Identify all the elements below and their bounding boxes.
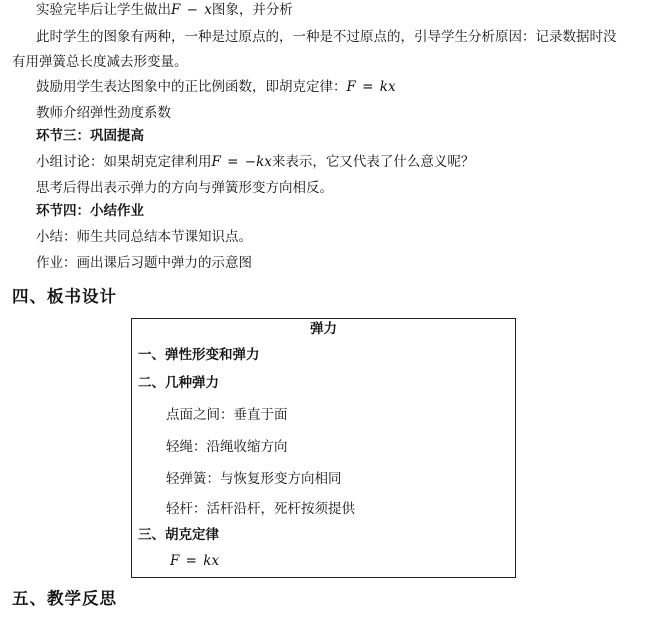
paragraph-line-1 [36, 0, 293, 20]
board-design-box [131, 318, 516, 578]
formula-hooke: F = kx [346, 79, 396, 95]
board-title: 弹力 [310, 321, 337, 337]
text: 图象，并分析 [211, 2, 293, 18]
paragraph-line-8: 思考后得出表示弹力的方向与弹簧形变方向相反。 [36, 180, 333, 196]
paragraph-line-3: 有用弹簧总长度减去形变量。 [12, 54, 188, 70]
board-formula: F = kx [170, 553, 220, 569]
text: 小组讨论：如果胡克定律利用 [36, 154, 212, 170]
paragraph-line-5: 教师介绍弹性劲度系数 [36, 105, 171, 121]
paragraph-line-11: 作业：画出课后习题中弹力的示意图 [36, 255, 252, 271]
board-item-1: 一、弹性形变和弹力 [138, 347, 260, 363]
text: 来表示，它又代表了什么意义呢？ [271, 154, 475, 170]
section-title-reflection: 五、教学反思 [12, 589, 117, 608]
board-item-3: 三、胡克定律 [138, 527, 219, 543]
board-sub-item-3: 轻弹簧：与恢复形变方向相同 [166, 471, 342, 487]
text: 鼓励用学生表达图象中的正比例函数，即胡克定律： [36, 79, 347, 95]
formula-negative-hooke: F = −kx [211, 154, 272, 170]
section-heading-step4: 环节四：小结作业 [36, 203, 144, 219]
paragraph-line-4 [36, 77, 396, 97]
formula-f-x: F − x [171, 2, 212, 18]
board-item-2: 二、几种弹力 [138, 375, 219, 391]
board-sub-item-4: 轻杆：活杆沿杆，死杆按须提供 [166, 501, 355, 517]
section-title-board-design: 四、板书设计 [12, 287, 117, 306]
board-sub-item-2: 轻绳：沿绳收缩方向 [166, 439, 288, 455]
paragraph-line-10: 小结：师生共同总结本节课知识点。 [36, 229, 252, 245]
paragraph-line-7 [36, 152, 474, 172]
board-sub-item-1: 点面之间：垂直于面 [166, 407, 288, 423]
paragraph-line-2: 此时学生的图象有两种，一种是过原点的，一种是不过原点的，引导学生分析原因：记录数据时没 [36, 29, 617, 45]
text: 实验完毕后让学生做出 [36, 2, 171, 18]
section-heading-step3: 环节三：巩固提高 [36, 128, 144, 144]
